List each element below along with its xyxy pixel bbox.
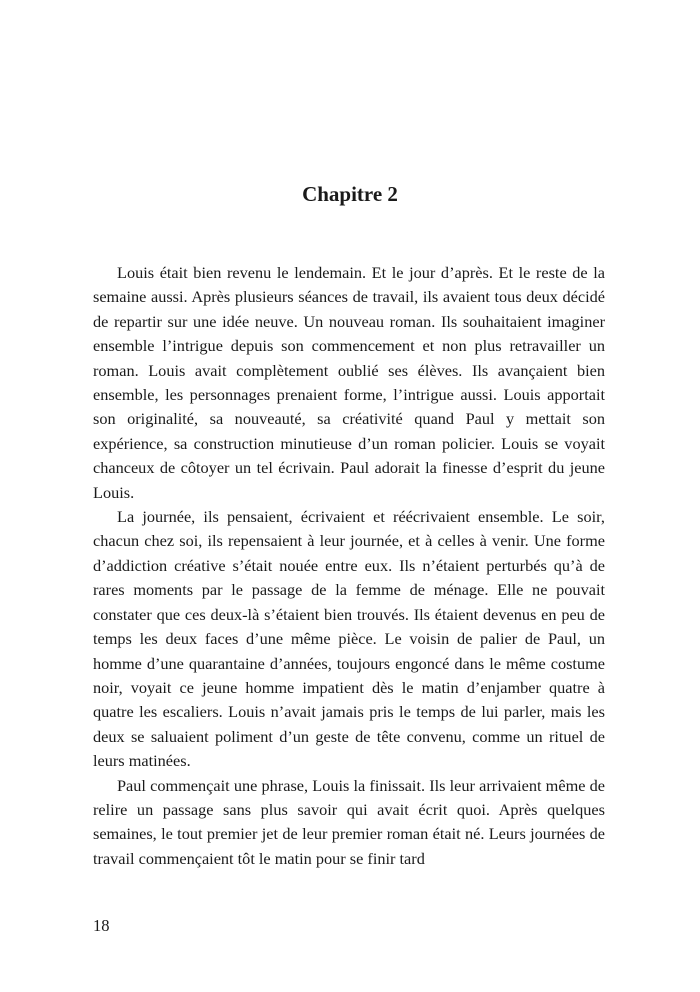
chapter-body	[93, 261, 605, 871]
chapter-title-text: Chapitre 2	[302, 182, 398, 206]
paragraph-3: Paul commençait une phrase, Louis la finissait. Ils leur arrivaient même de relire un passage sans plus savoir qui avait écrit quoi. Après quelques semaines, le tout premier jet de leur premier roman était né. Leurs journées de travail commençaient tôt le matin pour se finir tard	[93, 775, 605, 868]
page-number: 18	[93, 916, 110, 935]
paragraph-2: La journée, ils pensaient, écrivaient et réécrivaient ensemble. Le soir, chacun chez soi, ils repensaient à leur journée, et à celles à venir. Une forme d’addiction créative s’était nouée entre eux. Ils n’étaient perturbés qu’à de rares moments par le passage de la femme de ménage. Elle ne pouvait constater que ces deux-là s’étaient bien trouvés. Ils étaient devenus en peu de temps les deux faces d’une même pièce. Le voisin de palier de Paul, un homme d’une quarantaine d’années, toujours engoncé dans le même costume noir, voyait ce jeune homme impatient dès le matin d’enjamber quatre à quatre les escaliers. Louis n’avait jamais pris le temps de lui parler, mais les deux se saluaient poliment d’un geste de tête convenu, comme un rituel de leurs matinées.	[93, 507, 605, 771]
chapter-title	[0, 180, 700, 208]
paragraph-1: Louis était bien revenu le lendemain. Et le jour d’après. Et le reste de la semaine aussi. Après plusieurs séances de travail, ils avaient tous deux décidé de repartir sur une idée neuve. Un nouveau roman. Ils souhaitaient imaginer ensemble l’intrigue depuis son commencement et non plus retravailler un roman. Louis avait complètement oublié ses élèves. Ils avançaient bien ensemble, les personnages prenaient forme, l’intrigue aussi. Louis apportait son originalité, sa nouveauté, sa créativité quand Paul y mettait son expérience, sa construction minutieuse d’un roman policier. Louis se voyait chanceux de côtoyer un tel écrivain. Paul adorait la finesse d’esprit du jeune Louis.	[93, 263, 605, 502]
